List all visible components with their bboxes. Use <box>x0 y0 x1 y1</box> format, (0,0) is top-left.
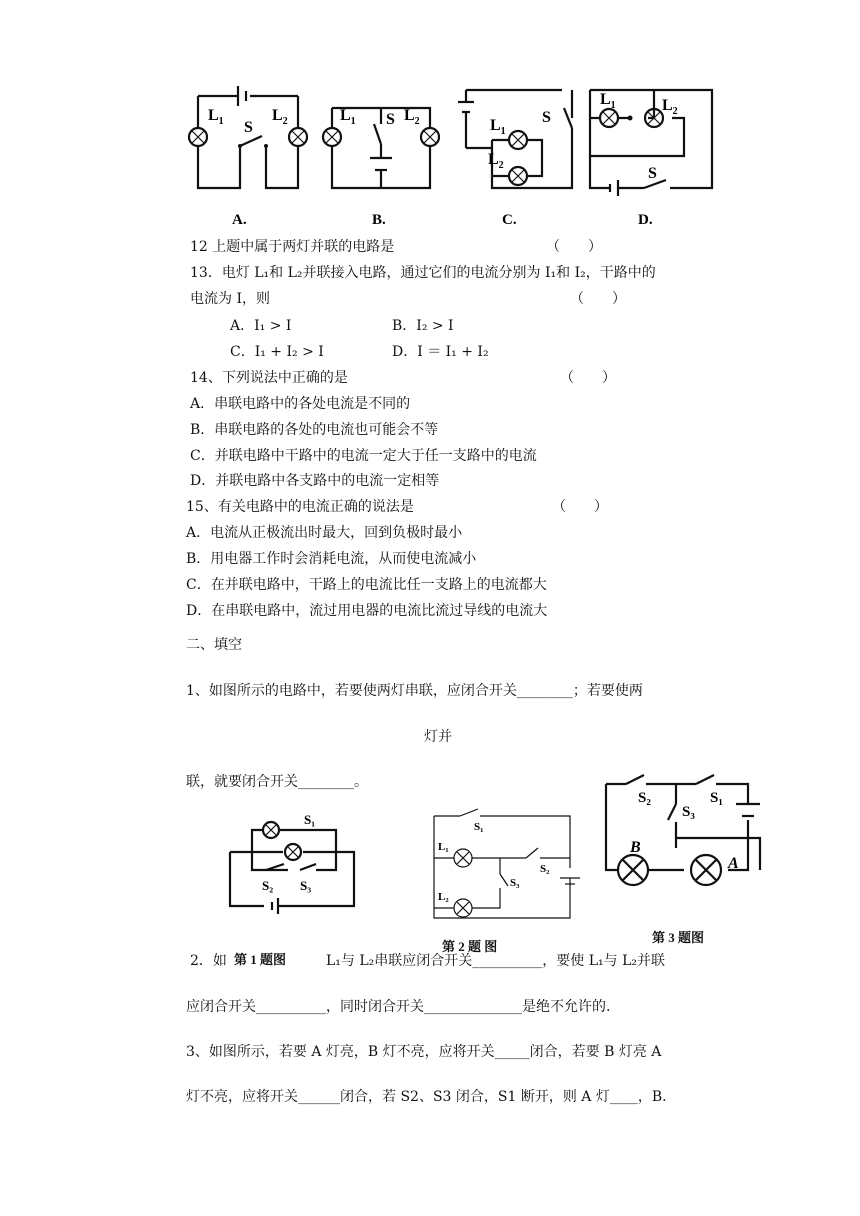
switch-label: S₂ <box>540 863 550 875</box>
option-d: D．并联电路中各支路中的电流一定相等 <box>190 473 440 489</box>
circuit-figure-d <box>584 78 724 228</box>
lamp-label: L₁ <box>438 841 449 853</box>
answer-paren: （ ） <box>546 239 602 255</box>
option-d: D．在串联电路中，流过用电器的电流比流过导线的电流大 <box>186 603 548 619</box>
switch-label: S₁ <box>710 790 723 806</box>
lamp-label: $L_1$ <box>600 91 616 111</box>
fill-1-line2: 灯并 <box>424 729 452 745</box>
question-15: 15、有关电路中的电流正确的说法是 <box>186 499 414 515</box>
option-a: A．电流从正极流出时最大，回到负极时最小 <box>186 525 463 541</box>
fill-1-line3: 联，就要闭合开关________。 <box>186 774 368 790</box>
switch-label: S₃ <box>300 878 312 893</box>
question-text: 12 上题中属于两灯并联的电路是 <box>190 239 395 255</box>
figure-3-caption: 第 3 题图 <box>652 930 705 945</box>
fill-2-line1-right: L₁与 L₂串联应闭合开关__________，要使 L₁与 L₂并联 <box>326 953 665 969</box>
lamp-label: $L_1$ <box>340 107 356 127</box>
circuit-figure-c <box>452 78 592 228</box>
figure-label: A. <box>232 212 247 228</box>
switch-label: S₃ <box>510 877 520 889</box>
option-c: C．并联电路中干路中的电流一定大于任一支路中的电流 <box>190 448 537 464</box>
option-b: B．I₂ > I <box>392 318 454 334</box>
answer-paren: （ ） <box>570 291 626 307</box>
figure-1-caption: 第 1 题图 <box>234 952 287 967</box>
lamp-label: $L_2$ <box>404 107 420 127</box>
lamp-label: $L_2$ <box>662 97 678 117</box>
lamp-label: $L_2$ <box>488 151 504 171</box>
circuit-figure-1 <box>226 808 366 918</box>
figure-label: B. <box>372 212 386 228</box>
switch-label: S₂ <box>638 790 651 806</box>
lamp-label: $L_2$ <box>272 107 288 127</box>
question-12 <box>190 238 394 256</box>
question-14: 14、下列说法中正确的是 <box>190 370 348 386</box>
option-a: A．串联电路中的各处电流是不同的 <box>190 396 411 412</box>
figure-label: C. <box>502 212 517 228</box>
fill-2-line1-left: 2．如 <box>190 953 227 969</box>
switch-label: S₃ <box>682 804 695 820</box>
switch-label: S <box>386 111 395 128</box>
fill-1-line1: 1、如图所示的电路中，若要使两灯串联，应闭合开关________；若要使两 <box>186 683 643 699</box>
lamp-label: $L_1$ <box>208 107 224 127</box>
figure-label: D. <box>638 212 653 228</box>
switch-label: S₂ <box>262 878 274 893</box>
option-c: C．在并联电路中，干路上的电流比任一支路上的电流都大 <box>186 577 547 593</box>
option-d: D．I ＝ I₁ + I₂ <box>392 344 489 360</box>
option-b: B．用电器工作时会消耗电流，从而使电流减小 <box>186 551 477 567</box>
switch-label: S₁ <box>304 812 316 827</box>
question-13-line1: 13．电灯 L₁和 L₂并联接入电路，通过它们的电流分别为 I₁和 I₂，干路中的 <box>190 265 656 281</box>
switch-label: S <box>542 109 551 126</box>
section-title: 二、填空 <box>186 637 242 653</box>
figure-2-caption: 第 2 题 图 <box>442 939 498 954</box>
fill-2-line2: 应闭合开关__________，同时闭合开关______________是绝不允许的. <box>186 999 611 1015</box>
circuit-figure-b <box>310 78 450 228</box>
option-a: A．I₁ > I <box>230 318 292 334</box>
switch-label: S <box>648 165 657 182</box>
circuit-figure-3 <box>600 770 780 900</box>
option-b: B．串联电路的各处的电流也可能会不等 <box>190 422 439 438</box>
lamp-label: $L_1$ <box>490 117 506 137</box>
fill-3-line2: 灯不亮，应将开关______闭合，若 S2、S3 闭合，S1 断开，则 A 灯____，B. <box>186 1089 667 1105</box>
lamp-label: L₂ <box>438 891 449 903</box>
lamp-label: B <box>630 839 641 856</box>
answer-paren: （ ） <box>552 499 608 515</box>
switch-label: S <box>244 119 253 136</box>
answer-paren: （ ） <box>560 370 616 386</box>
circuit-figure-a <box>180 78 320 228</box>
switch-label: S₁ <box>474 821 484 833</box>
circuit-figure-2 <box>430 808 590 928</box>
question-13-line2: 电流为 I，则 <box>190 291 270 307</box>
option-c: C．I₁ + I₂ > I <box>230 344 324 360</box>
fill-3-line1: 3、如图所示，若要 A 灯亮，B 灯不亮，应将开关_____闭合，若要 B 灯亮 A <box>186 1044 662 1060</box>
lamp-label: A <box>728 855 739 872</box>
